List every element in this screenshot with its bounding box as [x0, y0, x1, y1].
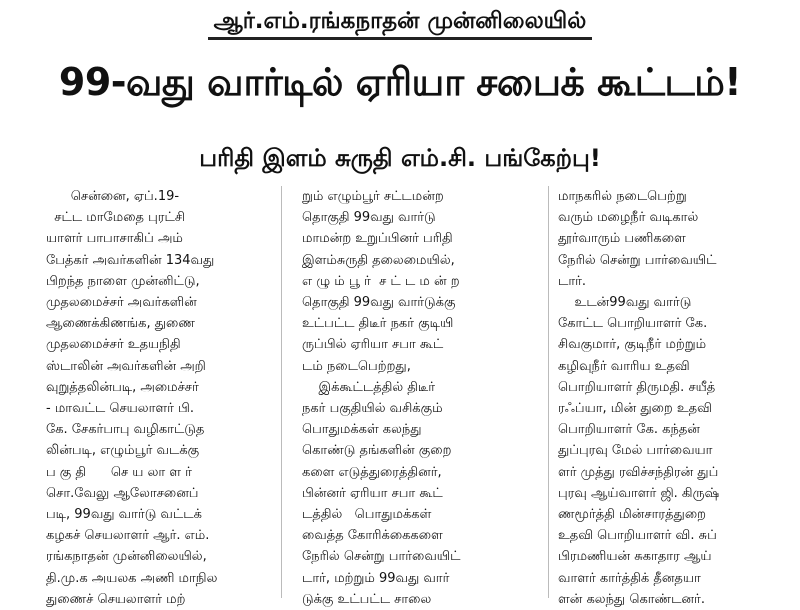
article-line: ஸ்டாலின் அவர்களின் அறி [46, 358, 206, 374]
article-line: ளன் கலந்து கொண்டனர். [558, 591, 705, 607]
article-line: வைத்த கோரிக்கைகளை [302, 528, 443, 544]
article-line: ளர் முத்து ரவிச்சந்திரன் துப் [558, 464, 719, 480]
article-line: ரஃப்யா, மின் துறை உதவி [558, 401, 712, 417]
article-line: நேரில் சென்று பார்வையிட் [558, 252, 717, 268]
article-line: பொறியாளர் கே. கந்தன் [558, 422, 700, 438]
kicker-text: ஆர்.எம்.ரங்கநாதன் முன்னிலையில் [208, 8, 593, 40]
article-line: சென்னை, ஏப்.19- [46, 189, 180, 204]
article-line: வாளர் கார்த்திக் தீனதயா [558, 570, 701, 586]
article-line: கே. சேகர்பாபு வழிகாட்டுத [46, 422, 205, 438]
article-line: தூர்வாரும் பணிகளை [558, 231, 686, 247]
article-line: துணைச் செயலாளர் மற் [46, 591, 186, 607]
article-line: படி, 99வது வார்டு வட்டக் [46, 507, 202, 523]
article-line: நேரில் சென்று பார்வையிட் [302, 549, 461, 565]
article-line: டுக்கு உட்பட்ட சாலை [302, 591, 432, 607]
article-line: மாநகரில் நடைபெற்று [558, 189, 687, 204]
article-line: கோட்ட பொறியாளர் கே. [558, 316, 708, 332]
article-line: தி.மு.க அயலக அணி மாநில [46, 570, 218, 586]
article-line: முதலமைச்சர் உதயநிதி [46, 337, 181, 353]
article-line: புரவு ஆய்வாளர் ஜி. கிருஷ் [558, 485, 720, 501]
article-line: டத்தில் பொதுமக்கள் [302, 507, 432, 523]
subheadline: பரிதி இளம் சுருதி எம்.சி. பங்கேற்பு! [199, 144, 601, 172]
article-line: டம் நடைபெற்றது, [302, 358, 411, 374]
article-line: உட்பட்ட திடீர் நகர் குடியி [302, 316, 454, 332]
article-line: றும் எழும்பூர் சட்டமன்ற [302, 189, 444, 204]
article-line: ப கு தி செ ய லா ள ர் [46, 464, 192, 480]
article-line: வுறுத்தலின்படி, அமைச்சர் [46, 379, 199, 395]
article-line: வரும் மழைநீர் வடிகால் [558, 210, 699, 226]
article-line: கழகச் செயலாளர் ஆர். எம். [46, 528, 210, 544]
article-line: களை எடுத்துரைத்தினர், [302, 464, 442, 480]
article-line: ருப்பில் ஏரியா சபா கூட் [302, 337, 444, 353]
article-line: சிவகுமார், குடிநீர் மற்றும் [558, 337, 707, 353]
article-column-1 [46, 186, 258, 607]
column-rule [548, 186, 549, 598]
article-line: டார். [558, 273, 587, 289]
article-line: பொதுமக்கள் கலந்து [302, 422, 422, 438]
article-line: பேத்கர் அவர்களின் 134வது [46, 252, 215, 268]
article-line: டார், மற்றும் 99வது வார் [302, 570, 450, 586]
article-line: கொண்டு தங்களின் குறை [302, 443, 452, 459]
article-line: முதலமைச்சர் அவர்களின் [46, 295, 197, 311]
article-line: பிறந்த நாளை முன்னிட்டு, [46, 273, 200, 289]
article-line: உதவி பொறியாளர் வி. சுப் [558, 528, 717, 544]
article-line: - மாவட்ட செயலாளர் பி. [46, 401, 195, 417]
article-line: தொகுதி 99வது வார்டுக்கு [302, 295, 456, 311]
article-line: பிரமணியன் சுகாதார ஆய் [558, 549, 712, 565]
headline: 99-வது வார்டில் ஏரியா சபைக் கூட்டம்! [58, 60, 742, 104]
article-column-2 [302, 186, 540, 607]
article-line: சட்ட மாமேதை புரட்சி [46, 210, 186, 226]
article-line: இளம்சுருதி தலைமையில், [302, 252, 455, 268]
article-line: எ ழு ம் பூ ர் ச ட் ட ம ன் ற [302, 273, 460, 289]
article-line: தொகுதி 99வது வார்டு [302, 210, 436, 226]
article-line: லின்படி, எழும்பூர் வடக்கு [46, 443, 200, 459]
column-rule [281, 186, 282, 598]
article-line: ணமூர்த்தி மின்சாரத்துறை [558, 507, 706, 523]
article-column-3 [558, 186, 780, 607]
article-line: துப்புரவு மேல் பார்வையா [558, 443, 713, 459]
article-line: கழிவுநீர் வாரிய உதவி [558, 358, 690, 374]
article-line: யாளர் பாபாசாகிப் அம் [46, 231, 183, 247]
article-line: சொ.வேலு ஆலோசனைப் [46, 485, 199, 501]
article-line: உடன்99வது வார்டு [558, 295, 692, 311]
kicker-line [0, 4, 800, 44]
article-line: ஆணைக்கிணங்க, துணை [46, 316, 195, 332]
article-line: பின்னர் ஏரியா சபா கூட் [302, 485, 443, 501]
article-line: இக்கூட்டத்தில் திடீர் [302, 379, 436, 395]
article-line: நகர் பகுதியில் வசிக்கும் [302, 401, 443, 417]
article-line: ரங்கநாதன் முன்னிலையில், [46, 549, 207, 565]
article-line: மாமன்ற உறுப்பினர் பரிதி [302, 231, 453, 247]
article-line: பொறியாளர் திருமதி. சயீத் [558, 379, 716, 395]
